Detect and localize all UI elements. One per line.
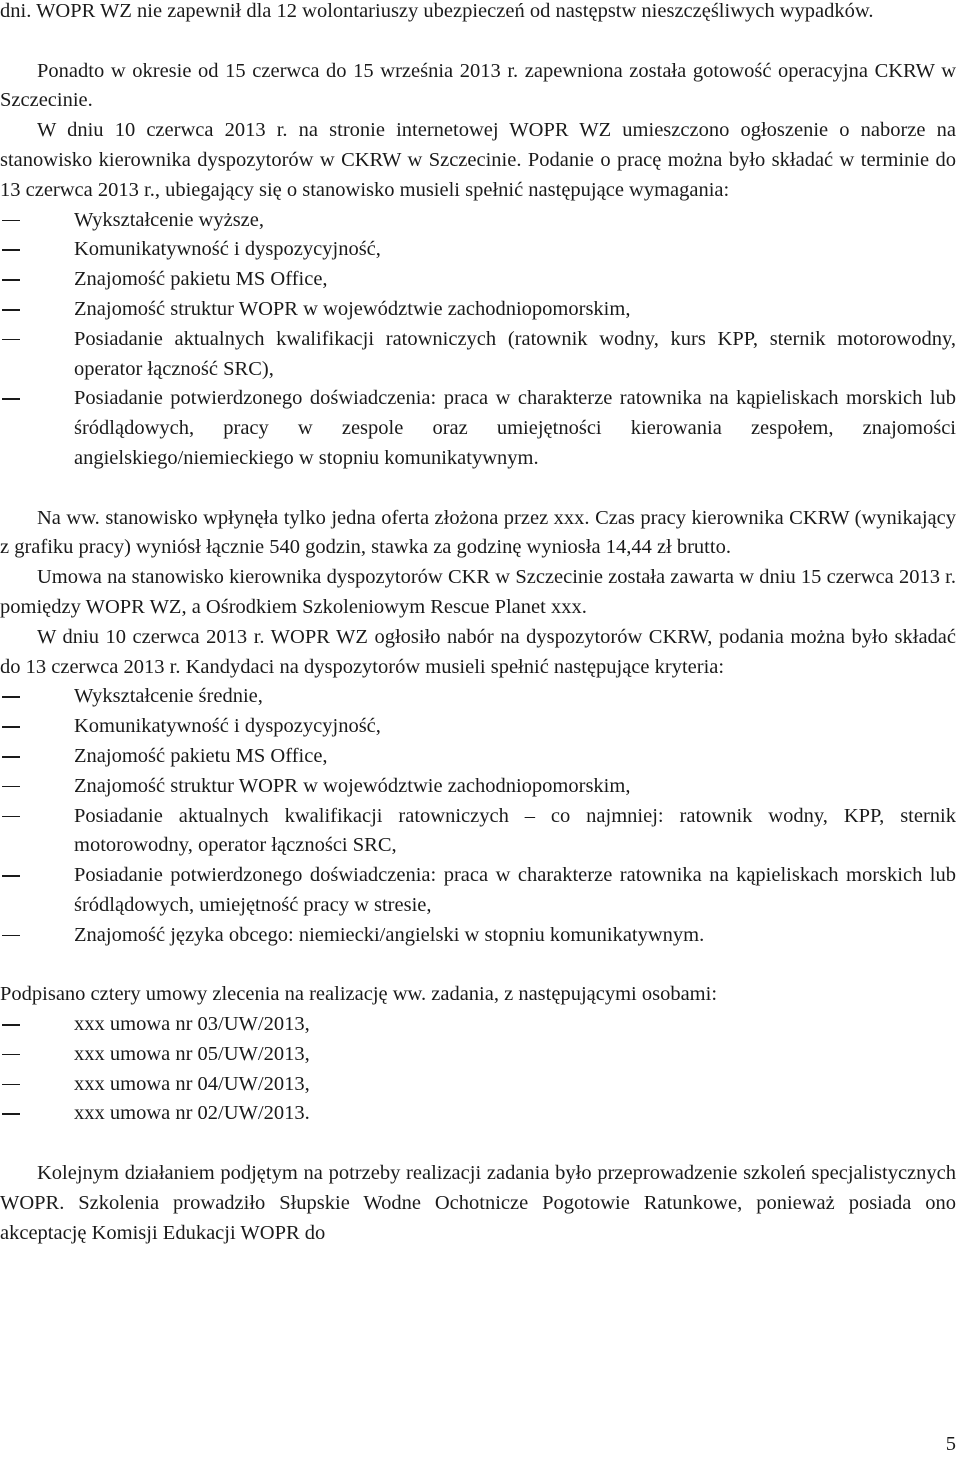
contracts-list [0,1010,956,1129]
list-item: Posiadanie potwierdzonego doświadczenia: praca w charakterze ratownika na kąpieliskach morskich lub śródlądowych, umiejętność pracy w stresie, [74,861,956,921]
list-item: Znajomość pakietu MS Office, [74,742,956,772]
list-item: xxx umowa nr 02/UW/2013. [74,1099,956,1129]
list-item: Wykształcenie średnie, [74,682,956,712]
paragraph-ckrw-readiness: Ponadto w okresie od 15 czerwca do 15 września 2013 r. zapewniona została gotowość operacyjna CKRW w Szczecinie. [0,59,956,112]
list-item: Komunikatywność i dyspozycyjność, [74,712,956,742]
paragraph-manager-contract: Umowa na stanowisko kierownika dyspozytorów CKR w Szczecinie została zawarta w dniu 15 czerwca 2013 r. pomiędzy WOPR WZ, a Ośrodkiem Szkoleniowym Rescue Planet xxx. [0,566,956,618]
list-item: Wykształcenie wyższe, [74,206,956,236]
page-number: 5 [945,1433,956,1455]
list-item: Posiadanie aktualnych kwalifikacji ratowniczych (ratownik wodny, kurs KPP, sternik motorowodny, operator łączność SRC), [74,325,956,385]
list-item: Znajomość języka obcego: niemiecki/angielski w stopniu komunikatywnym. [74,921,956,951]
list-item: xxx umowa nr 04/UW/2013, [74,1070,956,1100]
list-item: Posiadanie aktualnych kwalifikacji ratowniczych – co najmniej: ratownik wodny, KPP, sternik motorowodny, operator łączności SRC, [74,802,956,862]
list-item: xxx umowa nr 03/UW/2013, [74,1010,956,1040]
paragraph-manager-recruitment: W dniu 10 czerwca 2013 r. na stronie internetowej WOPR WZ umieszczono ogłoszenie o naborze na stanowisko kierownika dyspozytorów w CKRW w Szczecinie. Podanie o pracę można było składać w terminie do 13 czerwca 2013 r., ubiegający się o stanowisko musieli spełnić następujące wymagania: [0,119,956,201]
list-item: Znajomość struktur WOPR w województwie zachodniopomorskim, [74,772,956,802]
list-item: Komunikatywność i dyspozycyjność, [74,235,956,265]
list-item: Posiadanie potwierdzonego doświadczenia: praca w charakterze ratownika na kąpieliskach morskich lub śródlądowych, pracy w zespole oraz umiejętności kierowania zespołem, znajomości angielskiego/niemieckiego w stopniu komunikatywnym. [74,384,956,473]
manager-requirements-list [0,206,956,474]
paragraph-single-offer: Na ww. stanowisko wpłynęła tylko jedna oferta złożona przez xxx. Czas pracy kierownika CKRW (wynikający z grafiku pracy) wyniósł łącznie 540 godzin, stawka za godzinę wyniosła 14,44 zł brutto. [0,506,956,559]
list-item: xxx umowa nr 05/UW/2013, [74,1040,956,1070]
paragraph-dispatcher-recruitment: W dniu 10 czerwca 2013 r. WOPR WZ ogłosiło nabór na dyspozytorów CKRW, podania można było składać do 13 czerwca 2013 r. Kandydaci na dyspozytorów musieli spełnić następujące kryteria: [0,625,956,678]
paragraph-specialist-training: Kolejnym działaniem podjętym na potrzeby realizacji zadania było przeprowadzenie szkoleń specjalistycznych WOPR. Szkolenia prowadziło Słupskie Wodne Ochotnicze Pogotowie Ratunkowe, ponieważ posiada ono akceptację Komisji Edukacji WOPR do [0,1162,956,1244]
list-item: Znajomość struktur WOPR w województwie zachodniopomorskim, [74,295,956,325]
paragraph-volunteers-insurance: dni. WOPR WZ nie zapewnił dla 12 wolontariuszy ubezpieczeń od następstw nieszczęśliwych wypadków. [0,0,874,22]
dispatcher-requirements-list [0,682,956,950]
list-item: Znajomość pakietu MS Office, [74,265,956,295]
paragraph-contracts-signed: Podpisano cztery umowy zlecenia na realizację ww. zadania, z następującymi osobami: [0,983,718,1006]
